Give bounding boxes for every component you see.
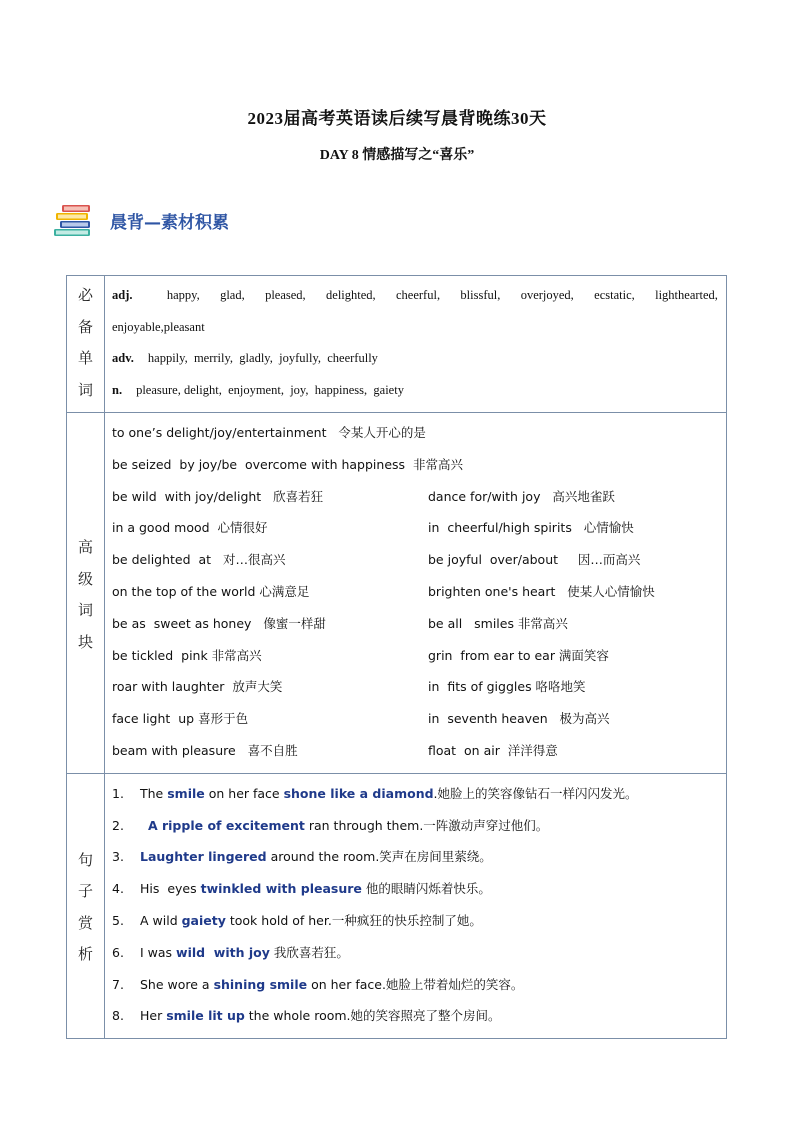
- phrase-right: grin from ear to ear 满面笑容: [428, 647, 609, 663]
- phrase-left: be tickled pink 非常高兴: [112, 647, 262, 663]
- phrase-left: on the top of the world 心满意足: [112, 583, 310, 599]
- adj-word: blissful,: [460, 288, 501, 302]
- sentence-item: [112, 1000, 720, 1032]
- sentence-fragment: on her face: [204, 785, 284, 801]
- sentence-item: [112, 810, 720, 842]
- phrase-left: face light up 喜形于色: [112, 711, 249, 727]
- phrase-right: be joyful over/about 因…而高兴: [428, 552, 641, 568]
- sentence-highlight: shone like a diamond: [283, 785, 434, 801]
- sentence-fragment: A wild: [140, 912, 182, 928]
- phrase-right: dance for/with joy 高兴地雀跃: [428, 488, 615, 504]
- sentence-highlight: twinkled with pleasure: [200, 881, 362, 897]
- category-char: 析: [77, 945, 93, 964]
- phrase-pair: [112, 703, 720, 735]
- adj-word: overjoyed,: [520, 288, 574, 302]
- category-vocab: [67, 276, 105, 413]
- adj-label: adj.: [112, 288, 133, 302]
- sentence-fragment: ran through them.一阵激动声穿过他们。: [304, 817, 549, 833]
- sentences-row: [67, 773, 727, 1038]
- category-char: 必: [77, 286, 93, 304]
- sentence-fragment: Her: [140, 1008, 167, 1024]
- sentence-fragment: 我欣喜若狂。: [269, 944, 349, 960]
- sentence-highlight: A ripple of excitement: [147, 817, 305, 833]
- category-char: 备: [77, 317, 93, 336]
- phrase-line: to one’s delight/joy/entertainment 令某人开心的是: [112, 425, 426, 441]
- adj-words-cont: enjoyable,pleasant: [112, 319, 205, 334]
- sentence-fragment: The: [140, 785, 168, 801]
- content-table: [66, 275, 727, 1039]
- sentence-number: 8.: [112, 1008, 124, 1024]
- sentence-fragment: I was: [140, 944, 177, 960]
- adv-words: happily, merrily, gladly, joyfully, cheerfully: [147, 351, 378, 366]
- sentence-highlight: smile lit up: [166, 1008, 245, 1024]
- category-char: 单: [77, 349, 93, 367]
- sentence-number: 1.: [112, 785, 124, 801]
- sentence-text: [140, 810, 548, 842]
- sentence-item: [112, 969, 720, 1001]
- sentence-fragment: took hold of her.一种疯狂的快乐控制了她。: [225, 912, 482, 928]
- vocab-row: [67, 276, 727, 413]
- category-char: 赏: [77, 913, 93, 932]
- phrase-pair: [112, 544, 720, 576]
- sentence-fragment: on her face.她脸上带着灿烂的笑容。: [307, 976, 524, 992]
- noun-words: pleasure, delight, enjoyment, joy, happiness, gaiety: [136, 382, 404, 397]
- phrase-left: roar with laughter 放声大笑: [112, 679, 283, 695]
- adj-word: lighthearted,: [655, 288, 718, 302]
- page-subtitle: DAY 8 情感描写之“喜乐”: [319, 148, 475, 163]
- sentence-text: [140, 905, 482, 937]
- adv-label: adv.: [112, 351, 134, 366]
- adj-line: [112, 280, 720, 312]
- sentences-cell: [105, 773, 727, 1038]
- category-char: 词: [77, 380, 93, 399]
- phrase-right: brighten one's heart 使某人心情愉快: [428, 583, 655, 599]
- sentence-highlight: gaiety: [181, 912, 226, 928]
- vocab-cell: [105, 276, 727, 413]
- sentence-text: [140, 1000, 501, 1032]
- phrases-row: [67, 413, 727, 773]
- adj-word: cheerful,: [396, 288, 441, 302]
- adj-word: glad,: [220, 288, 245, 302]
- category-phrases: [67, 413, 105, 773]
- phrase-right: in seventh heaven 极为高兴: [428, 711, 610, 727]
- sentence-number: 6.: [112, 944, 124, 960]
- sentence-text: [140, 873, 491, 905]
- sentence-fragment: She wore a: [140, 976, 214, 992]
- phrase-left: beam with pleasure 喜不自胜: [112, 742, 298, 758]
- sentence-fragment: [140, 818, 148, 833]
- sentence-fragment: 他的眼睛闪烁着快乐。: [361, 881, 491, 897]
- category-char: 级: [77, 569, 93, 588]
- phrase-left: be delighted at 对…很高兴: [112, 552, 286, 568]
- sentence-fragment: .她脸上的笑容像钻石一样闪闪发光。: [433, 785, 638, 801]
- phrases-cell: [105, 413, 727, 773]
- sentence-item: [112, 841, 720, 873]
- adj-word: happy,: [166, 288, 200, 302]
- sentence-text: [140, 969, 523, 1001]
- phrase-left: in a good mood 心情很好: [112, 520, 268, 536]
- page-title: 2023届高考英语读后续写晨背晚练30天: [247, 109, 547, 128]
- category-char: 高: [77, 538, 93, 557]
- sentence-number: 4.: [112, 881, 124, 897]
- phrase-line: be seized by joy/be overcome with happiness 非常高兴: [112, 456, 463, 472]
- category-char: 块: [77, 632, 93, 651]
- sentence-fragment: the whole room.她的笑容照亮了整个房间。: [244, 1008, 501, 1024]
- adj-line-cont: [112, 312, 720, 344]
- sentence-fragment: around the room.笑声在房间里萦绕。: [266, 849, 492, 865]
- phrase-pair: [112, 512, 720, 544]
- sentence-text: [140, 778, 638, 810]
- sentence-item: [112, 873, 720, 905]
- adj-word: ecstatic,: [594, 288, 635, 302]
- adj-word: delighted,: [326, 288, 376, 302]
- sentence-highlight: Laughter lingered: [140, 849, 267, 865]
- books-icon: [52, 203, 96, 237]
- sentence-number: 2.: [112, 817, 124, 833]
- phrase-left: be as sweet as honey 像蜜一样甜: [112, 615, 326, 631]
- category-sentences: [67, 773, 105, 1038]
- sentence-number: 5.: [112, 912, 124, 928]
- phrase-right: in fits of giggles 咯咯地笑: [428, 679, 586, 695]
- phrase-right: in cheerful/high spirits 心情愉快: [428, 520, 634, 536]
- phrase-pair: [112, 640, 720, 672]
- phrase-left: be wild with joy/delight 欣喜若狂: [112, 488, 324, 504]
- noun-label: n.: [112, 382, 123, 397]
- phrase-right: float on air 洋洋得意: [428, 742, 558, 758]
- adv-line: [112, 343, 720, 375]
- sentence-text: [140, 937, 349, 969]
- category-char: 句: [77, 850, 93, 869]
- sentence-number: 7.: [112, 976, 124, 992]
- category-char: 词: [77, 601, 93, 620]
- noun-line: [112, 375, 720, 407]
- sentence-item: [112, 937, 720, 969]
- sentence-number: 3.: [112, 849, 124, 865]
- sentence-highlight: shining smile: [213, 976, 308, 992]
- adj-word: pleased,: [265, 288, 306, 302]
- phrase-pair: [112, 671, 720, 703]
- phrase-pair: [112, 735, 720, 767]
- sentence-highlight: wild with joy: [176, 944, 270, 960]
- category-char: 子: [77, 882, 93, 901]
- sentence-item: [112, 905, 720, 937]
- sentence-text: [140, 841, 492, 873]
- phrase-right: be all smiles 非常高兴: [428, 615, 568, 631]
- sentence-fragment: His eyes: [140, 881, 201, 897]
- section-label: 晨背—素材积累: [110, 212, 229, 233]
- section-header: [52, 200, 229, 240]
- sentence-highlight: smile: [167, 785, 205, 801]
- phrase-pair: [112, 576, 720, 608]
- phrase-pair: [112, 608, 720, 640]
- phrase-pair: [112, 481, 720, 513]
- sentence-item: [112, 778, 720, 810]
